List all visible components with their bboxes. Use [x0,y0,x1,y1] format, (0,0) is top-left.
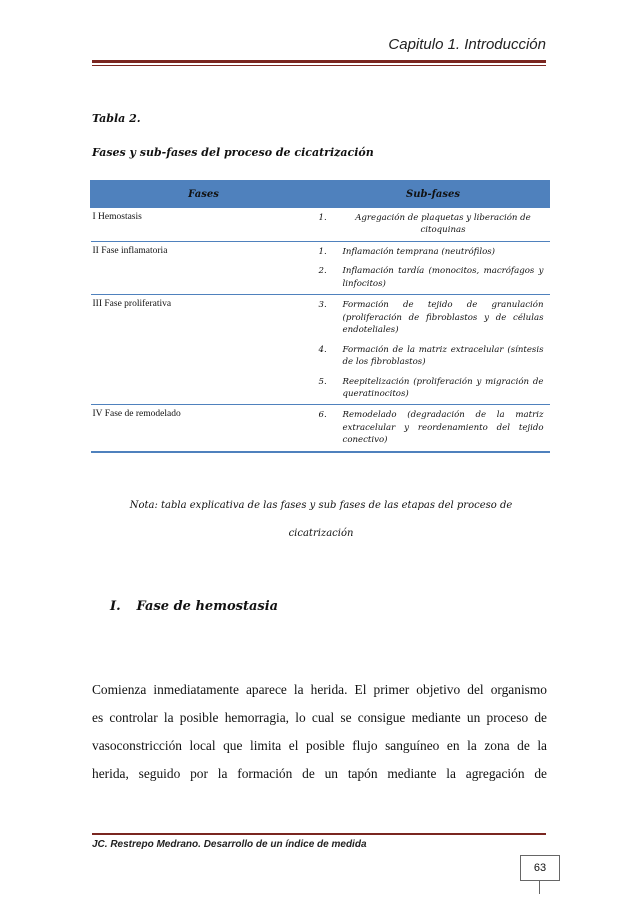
page-number: 63 [520,855,560,881]
subfase-number: 6. [318,410,327,421]
subfase-item [319,299,548,336]
subfase-item [319,344,548,369]
section-heading [110,599,278,614]
subfase-text: Reepitelización (proliferación y migración de queratinocitos) [342,376,544,399]
subfase-item [319,212,548,237]
subfase-text: Agregación de plaquetas y liberación de citoquinas [355,213,531,236]
table-note-line-2: cicatrización [288,528,354,539]
table-row [91,405,550,452]
phases-table [90,180,550,453]
subfase-text: Formación de la matriz extracelular (síntesis de los fibroblastos) [342,344,544,368]
fase-cell: II Fase inflamatoria [91,241,317,294]
subfase-cell [317,295,550,405]
body-line: vasoconstricción local que limita el posible flujo sanguíneo en la zona de la [92,738,547,753]
body-line: herida, seguido por la formación de un tapón mediante la agregación de [92,766,547,781]
body-line: es controlar la posible hemorragia, lo cual se consigue mediante un proceso de [92,710,547,725]
section-number: I. [110,599,121,614]
body-line: Comienza inmediatamente aparece la herida. El primer objetivo del organismo [92,682,547,697]
table-row [91,208,550,242]
subfase-cell [317,241,550,294]
footer-text: JC. Restrepo Medrano. Desarrollo de un índice de medida [92,839,367,850]
subfase-item [319,246,548,258]
subfase-item [319,409,548,446]
subfase-item [319,376,548,401]
subfase-number: 4. [318,344,327,355]
section-title: Fase de hemostasia [136,599,279,614]
header-fases: Fases [91,181,317,208]
subfase-text: Formación de tejido de granulación (proliferación de fibroblastos y de células endoteliales) [342,300,544,336]
table-note-line-1: Nota: tabla explicativa de las fases y sub fases de las etapas del proceso de [129,500,513,511]
table-row [91,295,550,405]
subfase-number: 1. [318,246,327,257]
table-label: Tabla 2. [92,112,141,125]
subfase-number: 3. [318,300,327,311]
subfase-number: 2. [318,266,327,277]
running-header: Capitulo 1. Introducción [388,36,546,53]
subfase-item [319,265,548,290]
table-header-row [91,181,550,208]
subfase-text: Remodelado (degradación de la matriz extracelular y reordenamiento del tejido conectivo) [342,410,544,446]
fase-cell: III Fase proliferativa [91,295,317,405]
header-rule [92,60,546,63]
subfase-text: Inflamación temprana (neutrófilos) [342,246,496,257]
header-subfases: Sub-fases [317,181,550,208]
subfase-cell [317,405,550,452]
footer-rule [92,833,546,835]
body-paragraph [92,676,547,788]
subfase-cell [317,208,550,242]
subfase-number: 1. [318,213,327,223]
fase-cell: I Hemostasis [91,208,317,242]
table-row [91,241,550,294]
page-number-tick [539,880,540,894]
fase-cell: IV Fase de remodelado [91,405,317,452]
table-title: Fases y sub-fases del proceso de cicatrización [92,146,374,159]
subfase-text: Inflamación tardía (monocitos, macrófagos y linfocitos) [342,266,544,289]
header-rule-thin [92,65,546,66]
subfase-number: 5. [318,376,327,387]
